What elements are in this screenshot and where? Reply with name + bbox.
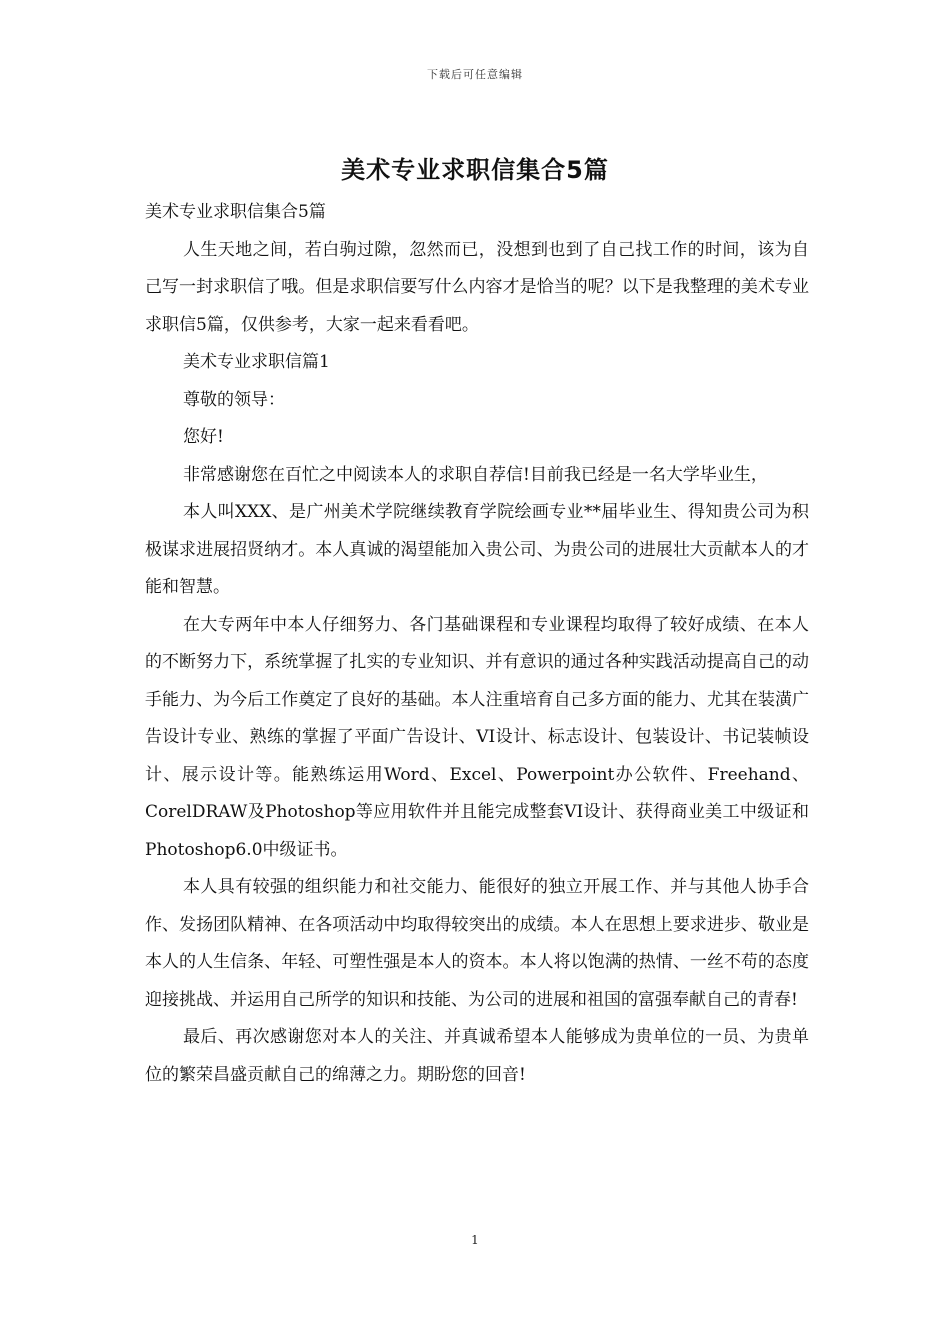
document-title: 美术专业求职信集合5篇 bbox=[341, 156, 609, 184]
letter-heading: 美术专业求职信篇1 bbox=[183, 352, 330, 372]
page-number: 1 bbox=[471, 1233, 479, 1247]
document-body bbox=[145, 194, 809, 1094]
subtitle-line: 美术专业求职信集合5篇 bbox=[145, 202, 326, 222]
closing-paragraph: 最后、再次感谢您对本人的关注、并真诚希望本人能够成为贵单位的一员、为贵单位的繁荣昌盛贡献自己的绵薄之力。期盼您的回音! bbox=[145, 1027, 809, 1085]
greeting: 您好! bbox=[183, 427, 224, 447]
body-paragraph: 本人具有较强的组织能力和社交能力、能很好的独立开展工作、并与其他人协手合作、发扬团队精神、在各项活动中均取得较突出的成绩。本人在思想上要求进步、敬业是本人的人生信条、年轻、可塑性强是本人的资本。本人将以饱满的热情、一丝不苟的态度迎接挑战、并运用自己所学的知识和技能、为公司的进展和祖国的富强奉献自己的青春! bbox=[145, 877, 809, 1010]
header-note: 下载后可任意编辑 bbox=[427, 68, 523, 81]
body-paragraph: 在大专两年中本人仔细努力、各门基础课程和专业课程均取得了较好成绩、在本人的不断努力下，系统掌握了扎实的专业知识、并有意识的通过各种实践活动提高自己的动手能力、为今后工作奠定了良好的基础。本人注重培育自己多方面的能力、尤其在装潢广告设计专业、熟练的掌握了平面广告设计、VI设计、标志设计、包装设计、书记装帧设计、展示设计等。能熟练运用Word、Excel、Powerpoint办公软件、Freehand、CorelDRAW及Photoshop等应用软件并且能完成整套VI设计、获得商业美工中级证和Photoshop6.0中级证书。 bbox=[145, 614, 809, 860]
body-paragraph: 本人叫XXX、是广州美术学院继续教育学院绘画专业**届毕业生、得知贵公司为积极谋求进展招贤纳才。本人真诚的渴望能加入贵公司、为贵公司的进展壮大贡献本人的才能和智慧。 bbox=[145, 502, 809, 597]
intro-paragraph: 人生天地之间，若白驹过隙，忽然而已，没想到也到了自己找工作的时间，该为自己写一封求职信了哦。但是求职信要写什么内容才是恰当的呢？以下是我整理的美术专业求职信5篇，仅供参考，大家一起来看看吧。 bbox=[145, 239, 809, 335]
body-paragraph: 非常感谢您在百忙之中阅读本人的求职自荐信!目前我已经是一名大学毕业生， bbox=[183, 464, 768, 485]
salutation: 尊敬的领导： bbox=[183, 389, 285, 410]
